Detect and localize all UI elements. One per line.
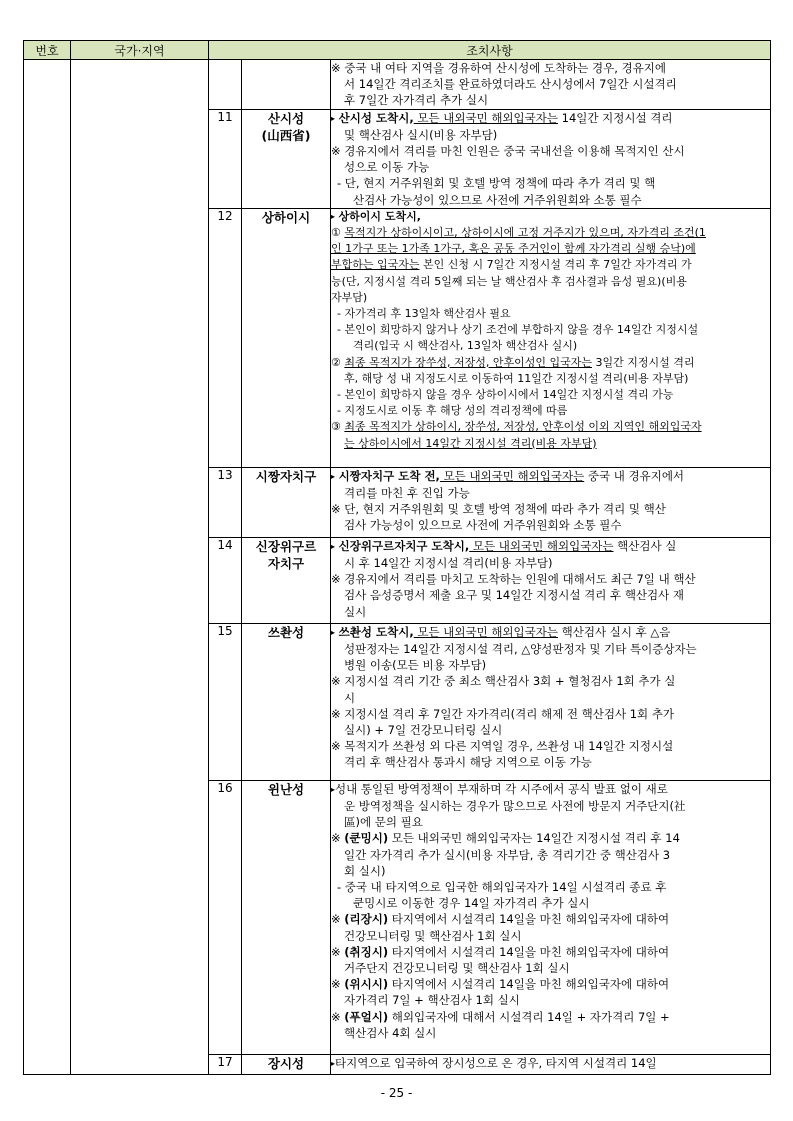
header-measures: 조치사항 — [209, 41, 771, 60]
region-name: 신장위구르 자치구 — [242, 537, 331, 623]
row-number: 12 — [209, 208, 242, 467]
table-header-row — [24, 41, 771, 60]
row-number: 15 — [209, 623, 242, 780]
measures-cell: ▸타지역으로 입국하여 장시성으로 온 경우, 타지역 시설격리 14일 — [331, 1054, 771, 1074]
sub-number-cell — [209, 60, 242, 110]
measures-cell: ▸성내 통일된 방역정책이 부재하며 각 시주에서 공식 발표 없이 새로 운 방역정책을 실시하는 경우가 많으므로 사전에 방문지 거주단지(社 區)에 문의 필요 ※ (쿤밍시) 모든 내외국민 해외입국자는 14일간 지정시설 격리 후 14 일간 자가격리 추가 실시(비용 자부담, 총 격리기간 중 핵산검사 3 회 실시) - 중국 내 타지역으로 입국한 해외입국자가 14일 시설격리 종료 후 쿤밍시로 이동한 경우 14일 자가격리 추가 실시 ※ (리장시) 타지역에서 시설격리 14일을 마친 해외입국자에 대하여 건강모니터링 및 핵산검사 1회 실시 ※ (취징시) 타지역에서 시설격리 14일을 마친 해외입국자에 대하여 거주단지 건강모니터링 및 핵산검사 1회 실시 ※ (위시시) 타지역에서 시설격리 14일을 마친 해외입국자에 대하여 자가격리 7일 + 핵산검사 1회 실시 ※ (푸얼시) 해외입국자에 대해서 시설격리 14일 + 자가격리 7일 + 핵산검사 4회 실시 — [331, 780, 771, 1054]
bullet-icon: ▸ — [331, 627, 336, 637]
sub-region-cell — [242, 60, 331, 110]
measures-cell: ▸ 상하이시 도착시, ① 목적지가 상하이시이고, 상하이시에 고정 거주지가 있으며, 자가격리 조건(1 인 1가구 또는 1가족 1가구, 혹은 공동 주거인이 함께 자가격리 실행 승낙)에 부합하는 입국자는 본인 신청 시 7일간 지정시설 격리 후 7일간 자가격리 가 능(단, 지정시설 격리 5일째 되는 날 핵산검사 후 검사결과 음성 필요)(비용 자부담) - 자가격리 후 13일차 핵산검사 필요 - 본인이 희망하지 않거나 상기 조건에 부합하지 않을 경우 14일간 지정시설 격리(입국 시 핵산검사, 13일차 핵산검사 실시) ② 최종 목적지가 장쑤성, 저장성, 안후이성인 입국자는 3일간 지정시설 격리 후, 해당 성 내 지정도시로 이동하여 11일간 지정시설 격리(비용 자부담) - 본인이 희망하지 않을 경우 상하이시에서 14일간 지정시설 격리 가능 - 지정도시로 이동 후 해당 성의 격리정책에 따름 ③ 최종 목적지가 상하이시, 장쑤성, 저장성, 안후이성 이외 지역인 해외입국자 는 상하이시에서 14일간 지정시설 격리(비용 자부담) — [331, 208, 771, 467]
bullet-icon: ▸ — [331, 784, 336, 794]
measures-cell: ▸ 쓰촨성 도착시, 모든 내외국민 해외입국자는 핵산검사 실시 후 △음 성판정자는 14일간 지정시설 격리, △양성판정자 및 기타 특이증상자는 병원 이송(모든 비용 자부담) ※ 지정시설 격리 기간 중 최소 핵산검사 3회 + 혈청검사 1회 추가 실 시 ※ 지정시설 격리 후 7일간 자가격리(격리 해제 전 핵산검사 1회 추가 실시) + 7일 건강모니터링 실시 ※ 목적지가 쓰촨성 외 다른 지역일 경우, 쓰촨성 내 14일간 지정시설 격리 후 핵산검사 통과시 해당 지역으로 이동 가능 — [331, 623, 771, 780]
region-name: 쓰촨성 — [242, 623, 331, 780]
row-number: 14 — [209, 537, 242, 623]
region-name: 산시성 (山西省) — [242, 109, 331, 208]
page-number: - 25 - — [380, 1086, 413, 1100]
header-region: 국가·지역 — [71, 41, 209, 60]
row-number: 16 — [209, 780, 242, 1054]
header-number: 번호 — [24, 41, 71, 60]
region-name: 상하이시 — [242, 208, 331, 467]
bullet-icon: ▸ — [331, 471, 336, 481]
region-name: 윈난성 — [242, 780, 331, 1054]
region-name: 장시성 — [242, 1054, 331, 1074]
bullet-icon: ▸ — [331, 541, 336, 551]
text-line: ※ 중국 내 여타 지역을 경유하여 산시성에 도착하는 경우, 경유지에 — [331, 61, 667, 75]
bullet-icon: ▸ — [331, 1058, 336, 1068]
row-number: 17 — [209, 1054, 242, 1074]
table-row-10-continued — [24, 60, 771, 110]
measures-table — [23, 40, 771, 1075]
measures-cell — [331, 60, 771, 110]
row-number: 13 — [209, 467, 242, 537]
text-line: 후 7일간 자가격리 추가 실시 — [344, 93, 489, 108]
region-column-blank — [71, 60, 209, 1075]
measures-cell: ▸ 시짱자치구 도착 전, 모든 내외국민 해외입국자는 중국 내 경유지에서 격리를 마친 후 진입 가능 ※ 단, 현지 거주위원회 및 호텔 방역 정책에 따라 추가 격리 및 핵산 검사 가능성이 있으므로 사전에 거주위원회와 소통 필수 — [331, 467, 771, 537]
bullet-icon: ▸ — [331, 211, 336, 221]
bullet-icon: ▸ — [331, 113, 336, 123]
region-name: 시짱자치구 — [242, 467, 331, 537]
row-number: 11 — [209, 109, 242, 208]
number-column-blank — [24, 60, 71, 1075]
measures-cell: ▸ 산시성 도착시, 모든 내외국민 해외입국자는 14일간 지정시설 격리 및 핵산검사 실시(비용 자부담) ※ 경유지에서 격리를 마친 인원은 중국 국내선을 이용해 목적지인 산시 성으로 이동 가능 - 단, 현지 거주위원회 및 호텔 방역 정책에 따라 추가 격리 및 핵 산검사 가능성이 있으므로 사전에 거주위원회와 소통 필수 — [331, 109, 771, 208]
measures-cell: ▸ 신장위구르자치구 도착시, 모든 내외국민 해외입국자는 핵산검사 실 시 후 14일간 지정시설 격리(비용 자부담) ※ 경유지에서 격리를 마치고 도착하는 인원에 대해서도 최근 7일 내 핵산 검사 음성증명서 제출 요구 및 14일간 지정시설 격리 후 핵산검사 재 실시 — [331, 537, 771, 623]
text-line: 서 14일간 격리조치를 완료하였더라도 산시성에서 7일간 시설격리 — [344, 77, 677, 92]
